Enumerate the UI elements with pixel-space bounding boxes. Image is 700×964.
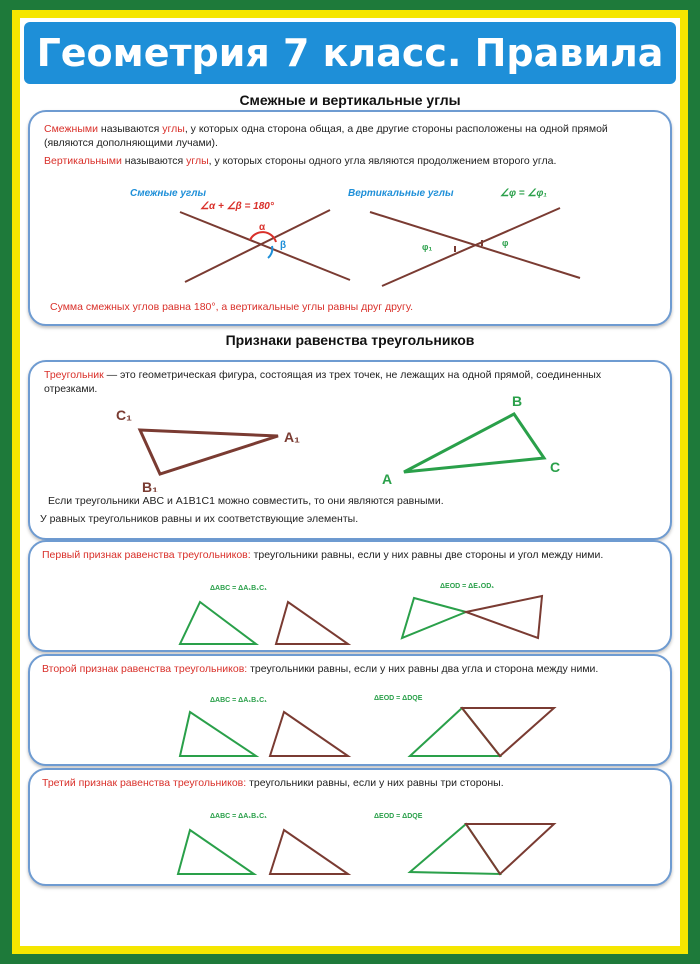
triangles-diagram: [30, 392, 670, 492]
sign-2-equation-1: ΔABC = ΔA₁B₁C₁: [210, 697, 268, 704]
sign-1-equation-1: ΔABC = ΔA₁B₁C₁: [210, 585, 268, 592]
term-adjacent: Смежными: [44, 123, 98, 135]
phi1-symbol: φ₁: [422, 242, 433, 252]
card-triangle-definition: [28, 360, 672, 540]
sign-3-triangle-eod: [410, 824, 500, 874]
sign-3-diagram: [30, 808, 670, 880]
phi-symbol: φ: [502, 238, 509, 248]
angles-summary: Сумма смежных углов равна 180°, а вертикальные углы равны друг другу.: [50, 301, 413, 313]
card-sign-3: [28, 768, 672, 886]
text-fragment: треугольники равны, если у них равны два угла и сторона между ними.: [247, 663, 599, 675]
congruence-note-1: Если треугольники ABC и A1B1C1 можно совместить, то они являются равными.: [48, 495, 444, 507]
sign-3-term: Третий признак равенства треугольников:: [42, 777, 247, 789]
triangle-a1b1c1: [140, 430, 278, 474]
term-angles: углы: [186, 155, 209, 167]
term-triangle: Треугольник: [44, 369, 104, 381]
sign-3-triangle-dqe: [466, 824, 554, 874]
text-fragment: называются: [97, 123, 163, 135]
paragraph-adjacent: [44, 122, 644, 150]
vertex-c1: C₁: [116, 407, 132, 423]
sign-1-term: Первый признак равенства треугольников:: [42, 549, 251, 561]
vertex-a: A: [382, 471, 393, 487]
vertex-c: C: [550, 459, 561, 475]
sign-3-triangle-abc: [178, 830, 254, 874]
angles-diagram: [30, 182, 670, 297]
sign-2-triangle-a1b1c1: [270, 712, 348, 756]
text-fragment: , у которых одна сторона общая, а две другие стороны расположены на одной прямой (являются дополняющими лучами).: [44, 123, 608, 149]
alpha-symbol: α: [259, 222, 266, 233]
card-sign-2: [28, 654, 672, 766]
sign-3-text: [42, 776, 662, 790]
sign-2-text: [42, 662, 662, 676]
sign-2-triangle-abc: [180, 712, 256, 756]
triangle-abc: [404, 414, 544, 472]
vertex-b: B: [512, 393, 523, 409]
sign-1-triangle-a1b1c1: [276, 602, 348, 644]
sign-2-diagram: [30, 694, 670, 762]
sign-2-triangle-dqe: [462, 708, 554, 756]
sign-2-term: Второй признак равенства треугольников:: [42, 663, 248, 675]
beta-symbol: β: [280, 240, 287, 251]
line-second: [382, 208, 560, 286]
sign-3-equation-2: ΔEOD = ΔDQE: [374, 813, 423, 820]
page-title: Геометрия 7 класс. Правила: [24, 22, 676, 84]
vertex-a1: A₁: [284, 429, 300, 445]
text-fragment: треугольники равны, если у них равны две стороны и угол между ними.: [250, 549, 604, 561]
text-fragment: — это геометрическая фигура, состоящая из трех точек, не лежащих на одной прямой, соединенных отрезками.: [44, 369, 602, 395]
term-angles: углы: [162, 123, 185, 135]
paragraph-vertical: [44, 154, 654, 168]
sign-3-equation-1: ΔABC = ΔA₁B₁C₁: [210, 813, 268, 820]
sign-1-diagram: [30, 582, 670, 648]
term-vertical: Вертикальными: [44, 155, 122, 167]
sign-3-triangle-a1b1c1: [270, 830, 348, 874]
adjacent-angles-formula: ∠α + ∠β = 180°: [200, 201, 274, 212]
card-angles: [28, 110, 672, 326]
section-heading-triangles: Признаки равенства треугольников: [225, 332, 475, 348]
section-heading-angles: Смежные и вертикальные углы: [239, 92, 461, 108]
sign-1-triangle-abc: [180, 602, 256, 644]
text-fragment: треугольники равны, если у них равны три стороны.: [246, 777, 504, 789]
card-sign-1: [28, 540, 672, 652]
sign-1-triangle-eod: [402, 598, 466, 638]
vertical-angles-label: Вертикальные углы: [348, 188, 454, 199]
sign-1-text: [42, 548, 662, 562]
sign-2-triangle-eod: [410, 708, 500, 756]
text-fragment: называются: [121, 155, 187, 167]
adjacent-angles-label: Смежные углы: [130, 188, 206, 199]
sign-2-equation-2: ΔEOD = ΔDQE: [374, 695, 423, 702]
sign-1-triangle-e1od1: [466, 596, 542, 638]
vertex-b1: B₁: [142, 479, 158, 492]
text-fragment: , у которых стороны одного угла являются продолжением второго угла.: [208, 155, 557, 167]
congruence-note-2: У равных треугольников равны и их соответствующие элементы.: [40, 513, 359, 525]
sign-1-equation-2: ΔEOD = ΔE₁OD₁: [440, 583, 495, 590]
vertical-angles-formula: ∠φ = ∠φ₁: [500, 188, 547, 199]
line-ray: [185, 210, 330, 282]
